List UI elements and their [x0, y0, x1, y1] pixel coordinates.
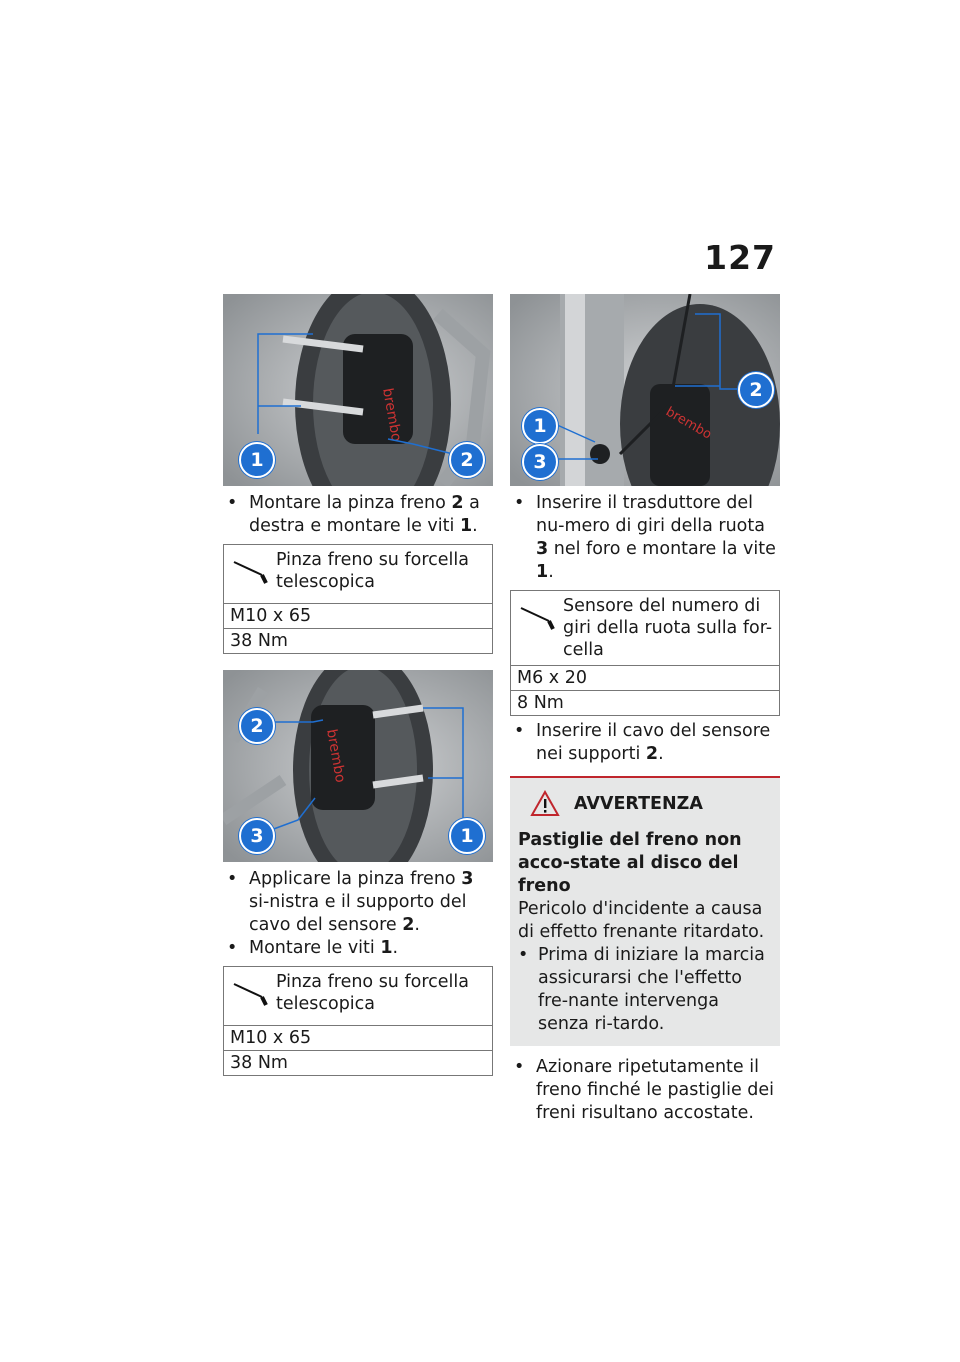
spec-title: Sensore del numero di giri della ruota sulla for-cella: [563, 596, 773, 660]
svg-text:brembo: brembo: [379, 386, 405, 443]
torque-wrench-icon: [232, 559, 272, 585]
spec-title: Pinza freno su forcella telescopica: [276, 550, 469, 592]
warning-header: [530, 790, 772, 817]
ref-number: 2: [402, 915, 415, 935]
callout-3: 3: [522, 444, 558, 480]
wheel-speed-sensor-photo: [510, 294, 780, 486]
ref-number: 3: [536, 539, 549, 559]
step-mount-caliper: • Montare la pinza freno 2 a destra e montare le viti 1.: [227, 493, 480, 536]
spec-torque: 38 Nm: [230, 631, 288, 651]
warning-heading: Pastiglie del freno non acco-state al disco del freno: [518, 830, 742, 896]
ref-number: 2: [451, 493, 464, 513]
torque-spec-header: [224, 967, 492, 1026]
page-number: 127: [704, 238, 776, 277]
callout-1: 1: [239, 442, 275, 478]
ref-number: 1: [459, 516, 473, 536]
svg-text:brembo: brembo: [663, 404, 714, 443]
bullet: •: [227, 938, 238, 958]
warning-title: AVVERTENZA: [574, 793, 703, 814]
bullet: •: [514, 721, 525, 741]
spec-screw-size: M10 x 65: [224, 604, 492, 629]
torque-wrench-icon: [519, 605, 559, 631]
svg-text:brembo: brembo: [323, 727, 349, 784]
spec-title: Pinza freno su forcella telescopica: [276, 972, 469, 1014]
callout-2: 2: [239, 708, 275, 744]
callout-2: 2: [738, 372, 774, 408]
left-column: [223, 294, 493, 1076]
warning-triangle-icon: [530, 790, 560, 817]
step-pump-brake: • Azionare ripetutamente il freno finché le pastiglie dei freni risultano accostate.: [514, 1057, 775, 1123]
step-mount-screws: • Montare le viti 1.: [227, 938, 399, 958]
callout-2: 2: [449, 442, 485, 478]
ref-number: 1: [380, 938, 393, 958]
warning-text: Pericolo d'incidente a causa di effetto frenante ritardato.: [518, 899, 765, 942]
torque-spec-table: [223, 966, 493, 1076]
step-insert-sensor: • Inserire il trasduttore del nu-mero di giri della ruota 3 nel foro e montare la vite 1.: [514, 493, 776, 582]
spec-torque: 8 Nm: [517, 693, 564, 713]
ref-number: 2: [645, 744, 659, 764]
torque-wrench-icon: [232, 981, 272, 1007]
ref-number: 1: [536, 562, 549, 582]
spec-screw-size: M6 x 20: [511, 666, 779, 691]
bullet: •: [227, 493, 238, 513]
callout-3: 3: [239, 818, 275, 854]
brake-caliper-photo-right: [223, 294, 493, 486]
bullet: •: [514, 1057, 525, 1077]
spec-torque: 38 Nm: [230, 1053, 288, 1073]
bullet: •: [514, 493, 525, 513]
warning-box: [510, 776, 780, 1046]
spec-screw-size: M10 x 65: [224, 1026, 492, 1051]
torque-spec-table: [510, 590, 780, 716]
right-column: [510, 294, 780, 1125]
torque-spec-header: [224, 545, 492, 604]
bullet: •: [518, 945, 529, 965]
torque-spec-table: [223, 544, 493, 654]
warning-item: • Prima di iniziare la marcia assicurarsi che l'effetto fre-nante intervenga senza ri-tardo.: [518, 945, 765, 1034]
bullet: •: [227, 869, 238, 889]
callout-1: 1: [449, 818, 485, 854]
step-apply-caliper: • Applicare la pinza freno 3 si-nistra e il supporto del cavo del sensore 2.: [227, 869, 474, 935]
ref-number: 3: [461, 869, 474, 889]
torque-spec-header: [511, 591, 779, 666]
step-insert-cable: • Inserire il cavo del sensore nei supporti 2.: [514, 721, 771, 764]
brake-caliper-photo-left: [223, 670, 493, 862]
callout-1: 1: [522, 408, 558, 444]
